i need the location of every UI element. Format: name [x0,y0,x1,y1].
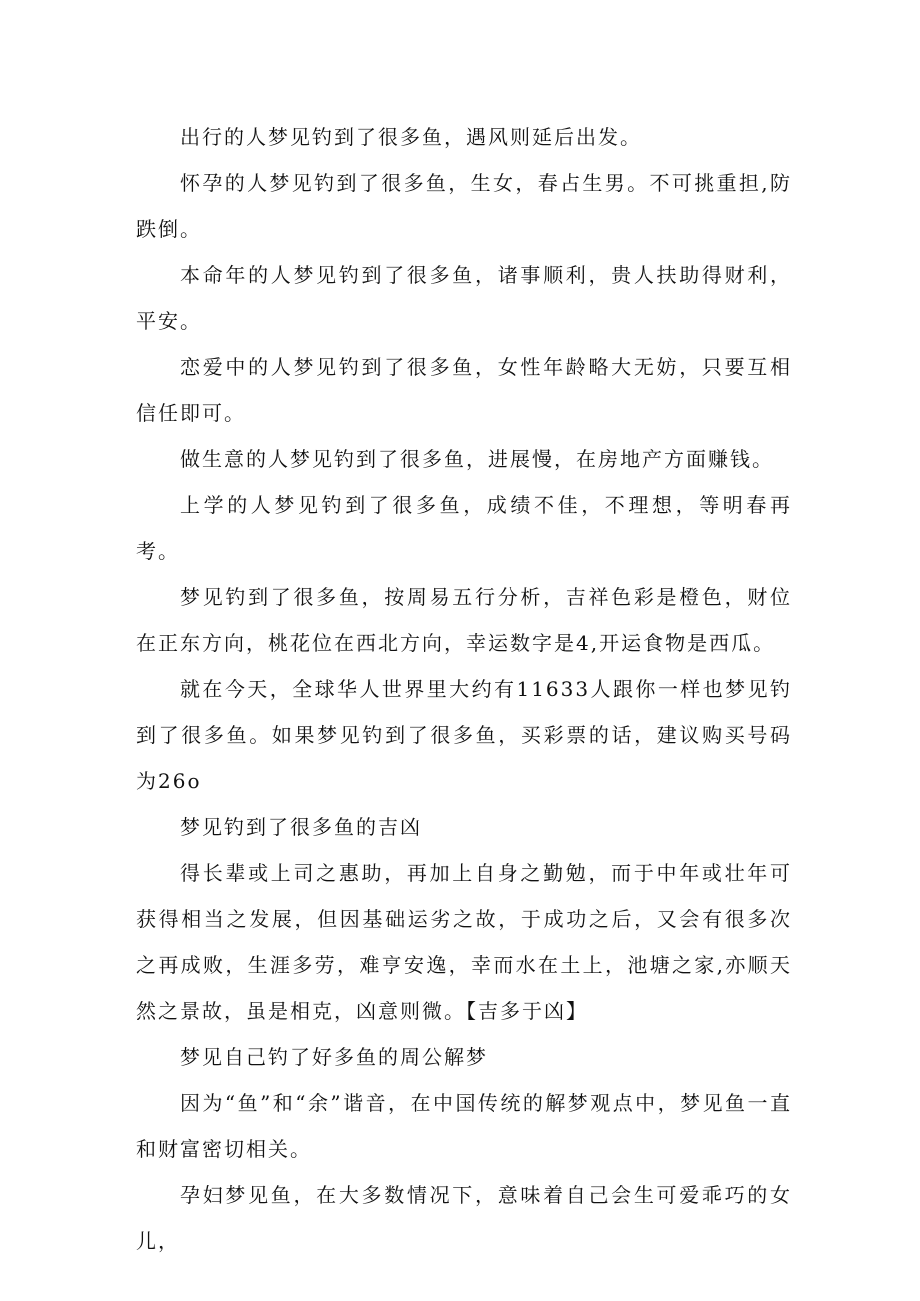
paragraph-pregnant-fish: 孕妇梦见鱼，在大多数情况下，意味着自己会生可爱乖巧的女儿， [136,1183,792,1253]
paragraph-fortune: 得长辈或上司之惠助，再加上自身之勤勉，而于中年或壮年可获得相当之发展，但因基础运劣之故，于成功之后，又会有很多次之再成败，生涯多劳，难亨安逸，幸而水在土上，池塘之家,亦顺天然之景故，虽是相克，凶意则微。【吉多于凶】 [136,861,792,1023]
paragraph-pregnant: 怀孕的人梦见钓到了很多鱼，生女，春占生男。不可挑重担,防跌倒。 [136,171,792,241]
paragraph-fish-wealth: 因为“鱼”和“余”谐音，在中国传统的解梦观点中，梦见鱼一直和财富密切相关。 [136,1091,792,1161]
section-heading-zhougong: 梦见自己钓了好多鱼的周公解梦 [180,1045,488,1069]
paragraph-business: 做生意的人梦见钓到了很多鱼，进展慢，在房地产方面赚钱。 [180,447,774,471]
document-body [136,114,792,1264]
paragraph-student: 上学的人梦见钓到了很多鱼，成绩不佳，不理想，等明春再考。 [136,493,792,563]
paragraph-lottery: 就在今天，全球华人世界里大约有11633人跟你一样也梦见钓到了很多鱼。如果梦见钓到了很多鱼，买彩票的话，建议购买号码为26o [136,677,792,793]
paragraph-five-elements: 梦见钓到了很多鱼，按周易五行分析，吉祥色彩是橙色，财位在正东方向，桃花位在西北方向，幸运数字是4,开运食物是西瓜。 [136,585,792,655]
paragraph-in-love: 恋爱中的人梦见钓到了很多鱼，女性年龄略大无妨，只要互相信任即可。 [136,355,792,425]
section-heading-fortune: 梦见钓到了很多鱼的吉凶 [180,815,422,839]
paragraph-zodiac-year: 本命年的人梦见钓到了很多鱼，诸事顺利，贵人扶助得财利，平安。 [136,263,792,333]
paragraph-travel: 出行的人梦见钓到了很多鱼，遇风则延后出发。 [180,125,642,149]
